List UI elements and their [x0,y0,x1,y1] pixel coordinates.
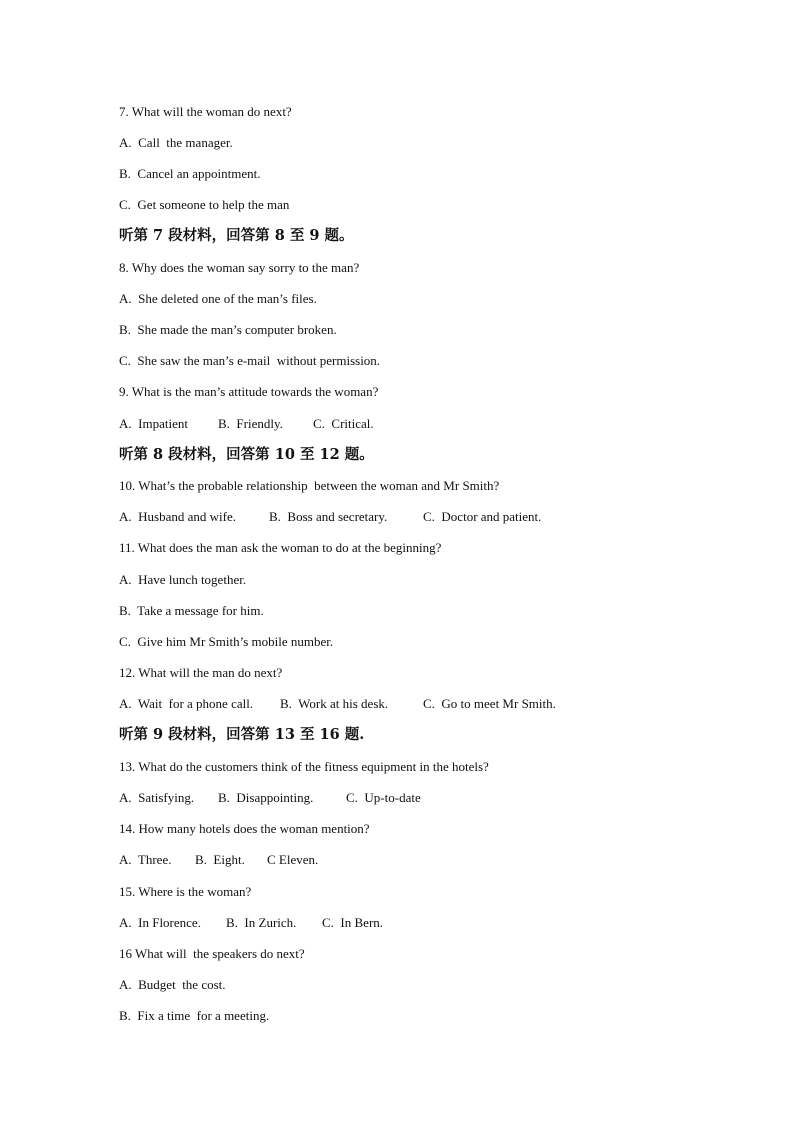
question-16: 16 What will the speakers do next? [119,946,305,961]
q15-option-a: A. In Florence. [119,915,201,930]
q13-option-b: B. Disappointing. [218,790,314,805]
q12-option-c: C. Go to meet Mr Smith. [423,696,556,711]
section-heading-7: 听第 7 段材料，回答第 8 至 9 题。 [119,227,354,244]
question-10: 10. What’s the probable relationship between the woman and Mr Smith? [119,478,500,493]
q15-option-c: C. In Bern. [322,915,384,930]
question-11: 11. What does the man ask the woman to do at the beginning? [119,540,442,555]
q11-option-a: A. Have lunch together. [119,572,247,587]
q9-option-a: A. Impatient [119,416,188,431]
q8-option-a: A. She deleted one of the man’s files. [119,291,317,306]
q13-option-c: C. Up-to-date [346,790,421,805]
q8-option-b: B. She made the man’s computer broken. [119,322,337,337]
q11-option-c: C. Give him Mr Smith’s mobile number. [119,634,334,649]
q7-option-b: B. Cancel an appointment. [119,166,261,181]
q14-option-c: C Eleven. [267,852,319,867]
q13-option-a: A. Satisfying. [119,790,195,805]
question-12: 12. What will the man do next? [119,665,283,680]
q9-option-b: B. Friendly. [218,416,283,431]
question-9: 9. What is the man’s attitude towards the woman? [119,384,379,399]
question-7: 7. What will the woman do next? [119,104,292,119]
q14-option-a: A. Three. [119,852,172,867]
section-heading-9: 听第 9 段材料，回答第 13 至 16 题. [119,726,365,743]
q9-option-c: C. Critical. [313,416,374,431]
q7-option-c: C. Get someone to help the man [119,197,290,212]
q10-option-b: B. Boss and secretary. [269,509,388,524]
q11-option-b: B. Take a message for him. [119,603,264,618]
question-14: 14. How many hotels does the woman mention? [119,821,370,836]
q16-option-b: B. Fix a time for a meeting. [119,1008,270,1023]
q7-option-a: A. Call the manager. [119,135,233,150]
q12-option-b: B. Work at his desk. [280,696,389,711]
question-15: 15. Where is the woman? [119,884,252,899]
q14-option-b: B. Eight. [195,852,245,867]
q12-option-a: A. Wait for a phone call. [119,696,254,711]
q10-option-c: C. Doctor and patient. [423,509,542,524]
question-13: 13. What do the customers think of the fitness equipment in the hotels? [119,759,489,774]
q16-option-a: A. Budget the cost. [119,977,226,992]
q8-option-c: C. She saw the man’s e-mail without permission. [119,353,381,368]
q15-option-b: B. In Zurich. [226,915,297,930]
q10-option-a: A. Husband and wife. [119,509,236,524]
section-heading-8: 听第 8 段材料，回答第 10 至 12 题。 [119,446,374,463]
question-8: 8. Why does the woman say sorry to the man? [119,260,360,275]
